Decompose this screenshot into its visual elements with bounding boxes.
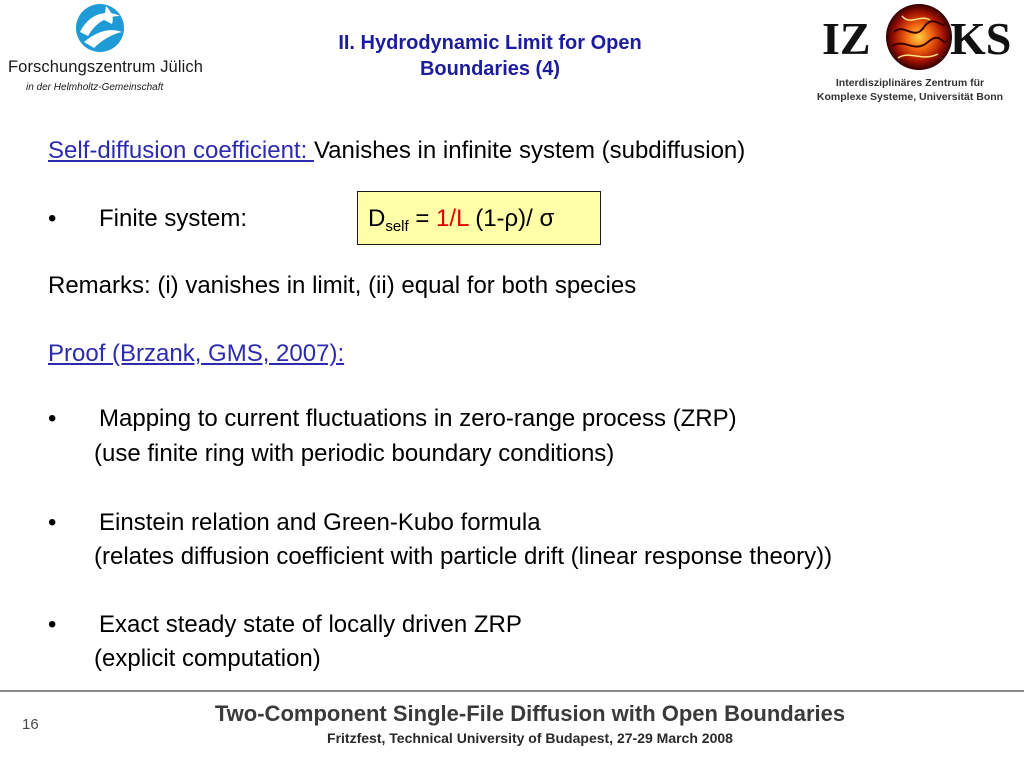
slide-title <box>280 30 700 82</box>
proof-heading <box>48 340 344 368</box>
izks-logo <box>800 2 1020 102</box>
bullet-marker: • <box>48 205 57 232</box>
footer-title: Two-Component Single-File Diffusion with Open Boundaries <box>214 701 846 726</box>
self-diffusion-link[interactable]: Self-diffusion coefficient: <box>48 137 314 164</box>
slide-title-line1: II. Hydrodynamic Limit for Open <box>338 32 642 54</box>
bullet-marker: • <box>48 405 57 432</box>
proof-link[interactable]: Proof (Brzank, GMS, 2007): <box>48 340 345 367</box>
formula-box <box>357 191 601 245</box>
footer-subtitle: Fritzfest, Technical University of Budapest, 27-29 March 2008 <box>327 730 733 746</box>
formula-equals: = <box>408 205 437 232</box>
fz-juelich-logo <box>8 2 208 98</box>
footer-divider <box>0 690 1024 692</box>
page-number: 16 <box>22 716 39 733</box>
bullet-mapping-sub: (use finite ring with periodic boundary conditions) <box>94 440 615 467</box>
izks-subtitle-line1: Interdisziplinäres Zentrum für <box>835 77 985 89</box>
izks-subtitle-line2: Komplexe Systeme, Universität Bonn <box>816 91 1004 103</box>
bullet-marker: • <box>48 509 57 536</box>
fz-juelich-subtitle: in der Helmholtz-Gemeinschaft <box>26 82 164 93</box>
formula-d: D <box>368 205 386 232</box>
fz-juelich-emblem-icon <box>8 2 208 58</box>
bullet-steady-state-sub: (explicit computation) <box>94 645 321 672</box>
slide-title-line2: Boundaries (4) <box>419 58 561 80</box>
finite-system-label: Finite system: <box>99 205 248 232</box>
bullet-einstein-sub: (relates diffusion coefficient with particle drift (linear response theory)) <box>94 543 833 570</box>
izks-letters-right: KS <box>950 13 1012 64</box>
dself-formula <box>368 205 554 241</box>
fz-juelich-name: Forschungszentrum Jülich <box>8 58 203 76</box>
remarks-line: Remarks: (i) vanishes in limit, (ii) equal for both species <box>48 272 637 299</box>
formula-one-over-l: 1/L <box>436 205 469 232</box>
bullet-mapping-main: Mapping to current fluctuations in zero-range process (ZRP) <box>99 405 737 432</box>
self-diffusion-text: Vanishes in infinite system (subdiffusion) <box>313 137 746 164</box>
formula-rest: (1-ρ)/ σ <box>468 205 555 232</box>
self-diffusion-line <box>48 137 745 165</box>
formula-subscript: self <box>385 218 409 235</box>
izks-letters-left: IZ <box>822 13 871 64</box>
bullet-einstein-main: Einstein relation and Green-Kubo formula <box>99 509 541 536</box>
bullet-steady-state-main: Exact steady state of locally driven ZRP <box>99 611 522 638</box>
izks-fire-emblem-icon <box>884 2 954 72</box>
bullet-marker: • <box>48 611 57 638</box>
